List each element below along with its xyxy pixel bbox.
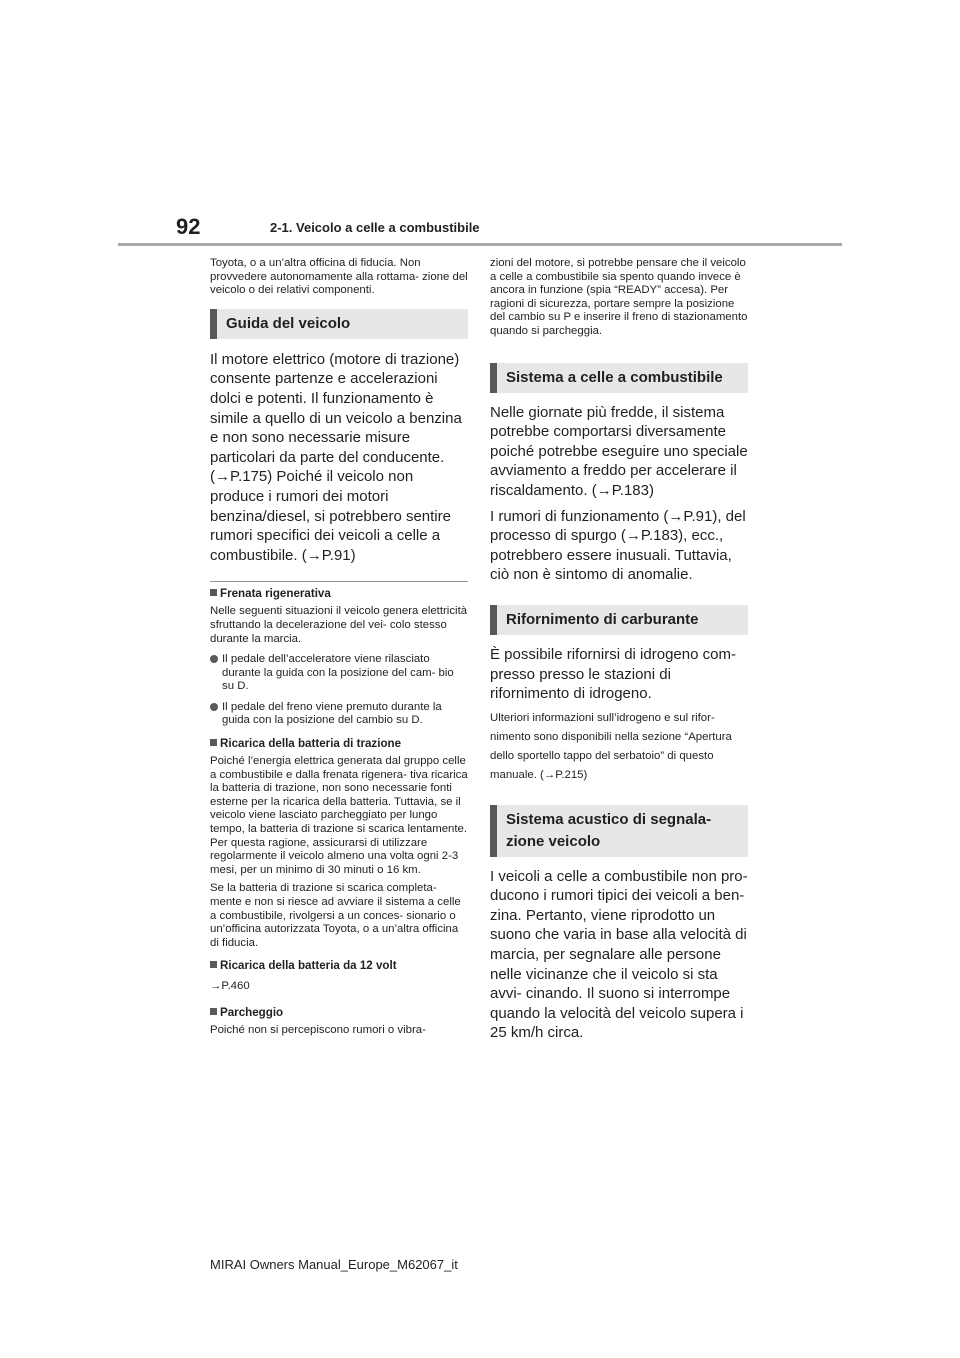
parcheggio-continued-text: zioni del motore, si potrebbe pensare che il veicolo a celle a combustibile sia spento quando invece è ancora in funzione (spia “READY” accesa). Per ragioni di sicurezza, portare sempre la posizione del cambio su P e inserire il freno di stazionamento quando si parcheggia. (490, 257, 748, 337)
list-item-text: Il pedale del freno viene premuto durante la guida con la posizione del cambio su D. (222, 700, 442, 727)
list-item-text: Il pedale dell’acceleratore viene rilasciato durante la guida con la posizione del cam- bio su D. (222, 653, 454, 693)
rifornimento-body: È possibile rifornirsi di idrogeno com- presso presso le stazioni di rifornimento di idrogeno. (490, 645, 736, 703)
header-rule (118, 243, 842, 246)
circle-bullet-icon (210, 703, 218, 711)
list-item (210, 701, 468, 728)
intro-text: Toyota, o a un’altra officina di fiducia. Non provvedere autonomamente alla rottama- zione del veicolo o dei relativi componenti. (210, 257, 468, 297)
heading-text: Rifornimento di carburante (506, 610, 699, 628)
ricarica-text-1: Poiché l’energia elettrica generata dal gruppo celle a combustibile e dalla frenata rigenera- tiva ricarica la batteria di trazione, non sono necessarie fonti esterne per la ricarica della batteria. Tuttavia, se il veicolo viene lasciato parcheggiato per lungo tempo, la batteria di trazione si scarica lentamente. Per questa ragione, assicurarsi di utilizzare regolarmente il veicolo almeno una volta ogni 2-3 mesi, per un minimo di 30 minuti o 16 km. (210, 755, 468, 876)
subsection-title-text: Ricarica della batteria da 12 volt (220, 959, 397, 973)
page-number: 92 (176, 214, 201, 239)
ricarica-text-2: Se la batteria di trazione si scarica completa- mente e non si riesce ad avviare il sistema a celle a combustibile, rivolgersi a un conces- sionario o un’officina autorizzata Toyota, o a un’altra officina di fiducia. (210, 882, 461, 949)
subsection-ricarica-title (210, 737, 468, 751)
heading-text: Guida del veicolo (226, 314, 351, 332)
footer-text: MIRAI Owners Manual_Europe_M62067_it (210, 1257, 458, 1272)
section-heading-acustico (490, 805, 748, 857)
subsection-frenata-title (210, 587, 468, 601)
subsection-title-text: Parcheggio (220, 1005, 284, 1019)
page-reference-link[interactable]: →P.460 (210, 980, 250, 993)
rifornimento-note: Ulteriori informazioni sull’idrogeno e sul rifor- nimento sono disponibili nella sezione “Apertura dello sportello tappo del serbatoio” di questo manuale. (→P.215) (490, 711, 732, 781)
sistema-body-1: Nelle giornate più fredde, il sistema potrebbe comportarsi diversamente poiché potrebbe eseguire uno speciale avviamento a freddo per accelerare il riscaldamento. (→P.183) (490, 403, 748, 499)
acustico-body: I veicoli a celle a combustibile non pro- ducono i rumori tipici dei veicoli a ben- zina. Pertanto, viene riprodotto un suono che varia in base alla velocità di marcia, per segnalare alle persone nelle vicinanze che il veicolo si sta avvi- cinando. Il suono si interrompe quando la velocità del veicolo supera i 25 km/h circa. (490, 867, 748, 1042)
right-column (490, 257, 748, 1043)
section-heading-sistema (490, 363, 748, 393)
heading-text: Sistema acustico di segnala- zione veicolo (506, 810, 712, 850)
subsection-ricarica12-title (210, 959, 468, 973)
section-divider (210, 581, 468, 582)
square-bullet-icon (210, 961, 217, 968)
section-heading-rifornimento (490, 605, 748, 635)
subsection-title-text: Ricarica della batteria di trazione (220, 737, 402, 751)
subsection-title-text: Frenata rigenerativa (220, 587, 331, 601)
frenata-text: Nelle seguenti situazioni il veicolo genera elettricità sfruttando la decelerazione del vei- colo stesso durante la marcia. (210, 605, 468, 645)
parcheggio-text: Poiché non si percepiscono rumori o vibra- (210, 1023, 426, 1036)
square-bullet-icon (210, 589, 217, 596)
sistema-body-2: I rumori di funzionamento (→P.91), del processo di spurgo (→P.183), ecc., potrebbero essere inusuali. Tuttavia, ciò non è sintomo di anomalie. (490, 507, 746, 584)
square-bullet-icon (210, 739, 217, 746)
section-heading-guida (210, 309, 468, 339)
chapter-title: 2-1. Veicolo a celle a combustibile (270, 220, 480, 235)
circle-bullet-icon (210, 655, 218, 663)
square-bullet-icon (210, 1008, 217, 1015)
left-column (210, 257, 468, 1038)
list-item (210, 653, 468, 694)
guida-body: Il motore elettrico (motore di trazione) consente partenze e accelerazioni dolci e potenti. Il funzionamento è simile a quello di un veicolo a benzina e non sono necessarie misure particolari da parte del conducente. (→P.175) Poiché il veicolo non produce i rumori dei motori benzina/diesel, si potrebbero sentire rumori specifici dei veicoli a celle a combustibile. (→P.91) (210, 350, 462, 564)
heading-text: Sistema a celle a combustibile (506, 368, 723, 386)
subsection-parcheggio-title (210, 1006, 468, 1020)
